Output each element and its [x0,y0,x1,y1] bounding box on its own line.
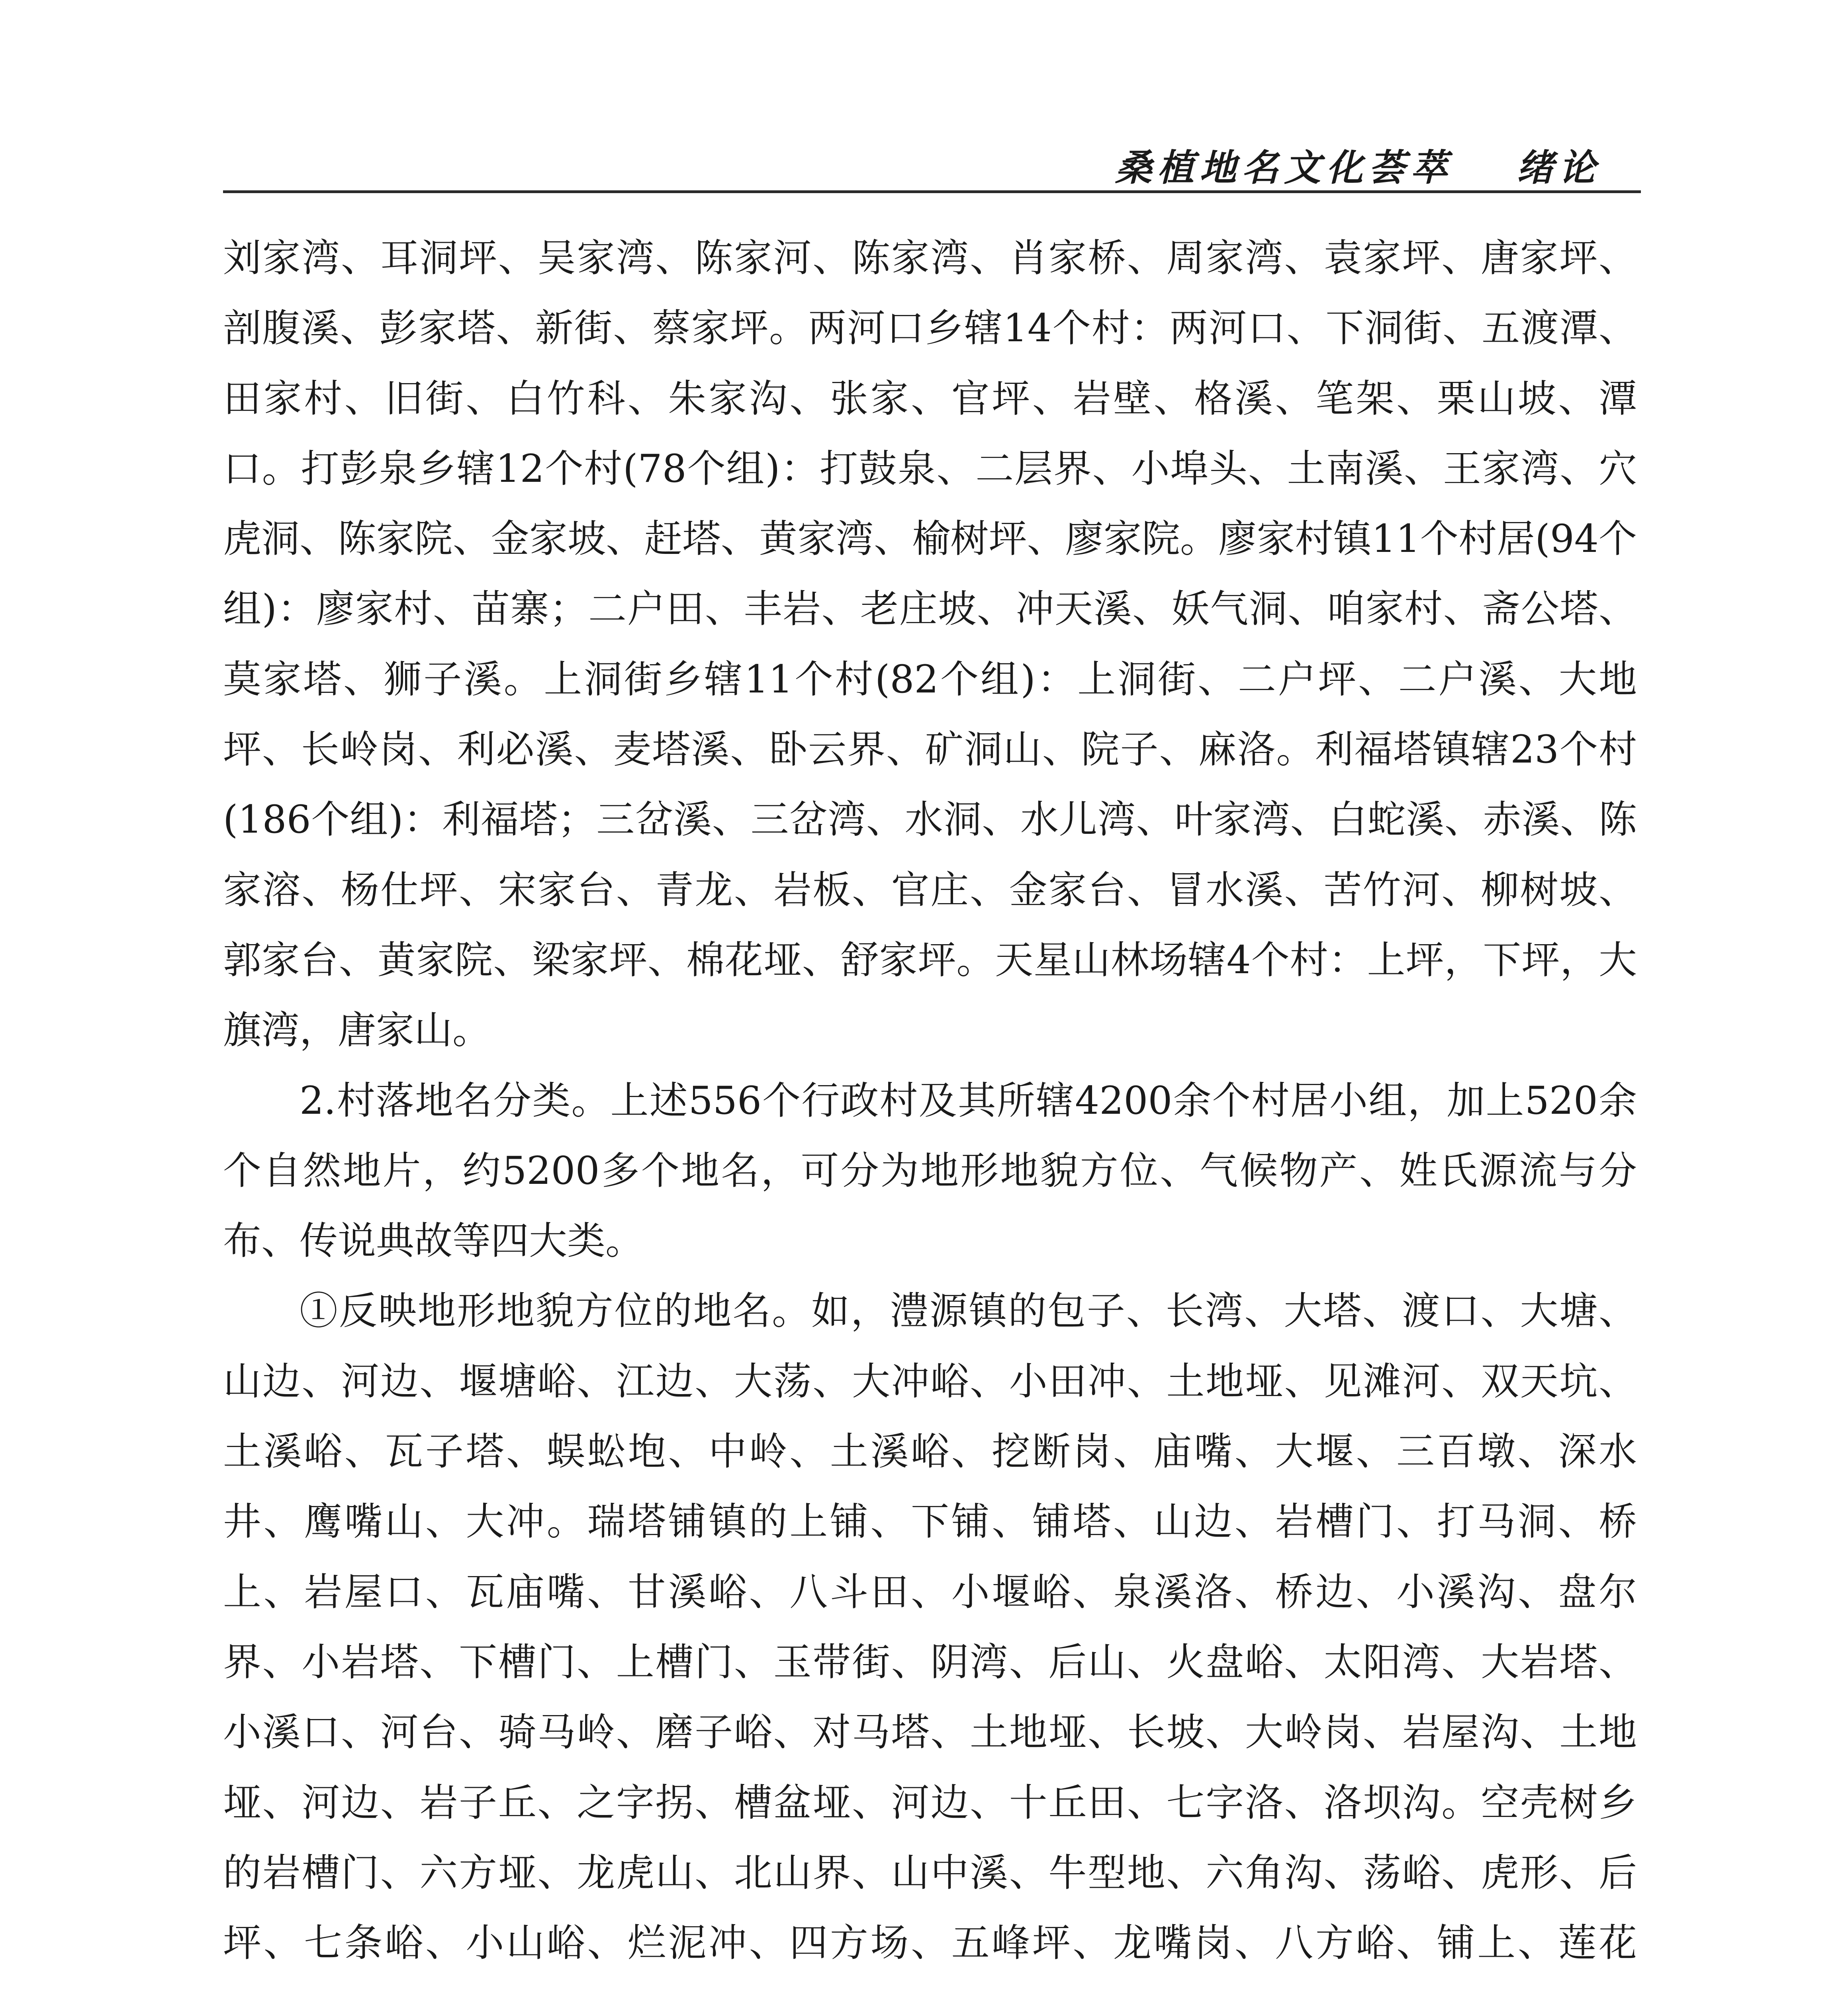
header-rule [223,190,1641,193]
paragraph-terrain-names: ①反映地形地貌方位的地名。如，澧源镇的包子、长湾、大塔、渡口、大塘、山边、河边、堰塘峪、江边、大荡、大冲峪、小田冲、土地垭、见滩河、双天坑、土溪峪、瓦子塔、蜈蚣垉、中岭、土溪峪、挖断岗、庙嘴、大堰、三百墩、深水井、鹰嘴山、大冲。瑞塔铺镇的上铺、下铺、铺塔、山边、岩槽门、打马洞、桥上、岩屋口、瓦庙嘴、甘溪峪、八斗田、小堰峪、泉溪洛、桥边、小溪沟、盘尔界、小岩塔、下槽门、上槽门、玉带街、阴湾、后山、火盘峪、太阳湾、大岩塔、小溪口、河台、骑马岭、磨子峪、对马塔、土地垭、长坡、大岭岗、岩屋沟、土地垭、河边、岩子丘、之字拐、槽盆垭、河边、十丘田、七字洛、洛坝沟。空壳树乡的岩槽门、六方垭、龙虎山、北山界、山中溪、牛型地、六角沟、荡峪、虎形、后坪、七条峪、小山峪、烂泥冲、四方场、五峰坪、龙嘴岗、八方峪、铺上、莲花 [223,1289,1637,1966]
chapter-title: 绪论 [1516,147,1601,189]
paragraph-classification: 2.村落地名分类。上述556个行政村及其所辖4200余个村居小组，加上520余个自然地片，约5200多个地名，可分为地形地貌方位、气候物产、姓氏源流与分布、传说典故等四大类。 [223,1078,1637,1263]
book-title: 桑植地名文化荟萃 [1115,147,1453,189]
running-head [1115,139,1601,191]
paragraph-continued: 刘家湾、耳洞坪、吴家湾、陈家河、陈家湾、肖家桥、周家湾、袁家坪、唐家坪、剖腹溪、彭家塔、新街、蔡家坪。两河口乡辖14个村：两河口、下洞街、五渡潭、田家村、旧街、白竹科、朱家沟、张家、官坪、岩壁、格溪、笔架、栗山坡、潭口。打彭泉乡辖12个村(78个组)：打鼓泉、二层界、小埠头、土南溪、王家湾、穴虎洞、陈家院、金家坡、赶塔、黄家湾、榆树坪、廖家院。廖家村镇11个村居(94个组)：廖家村、苗寨；二户田、丰岩、老庄坡、冲天溪、妖气洞、咱家村、斋公塔、莫家塔、狮子溪。上洞街乡辖11个村(82个组)：上洞街、二户坪、二户溪、大地坪、长岭岗、利必溪、麦塔溪、卧云界、矿洞山、院子、麻洛。利福塔镇辖23个村(186个组)：利福塔；三岔溪、三岔湾、水洞、水儿湾、叶家湾、白蛇溪、赤溪、陈家溶、杨仕坪、宋家台、青龙、岩板、官庄、金家台、冒水溪、苦竹河、柳树坡、郭家台、黄家院、梁家坪、棉花垭、舒家坪。天星山林场辖4个村：上坪，下坪，大旗湾，唐家山。 [223,236,1637,1053]
body-text [223,223,1637,1991]
